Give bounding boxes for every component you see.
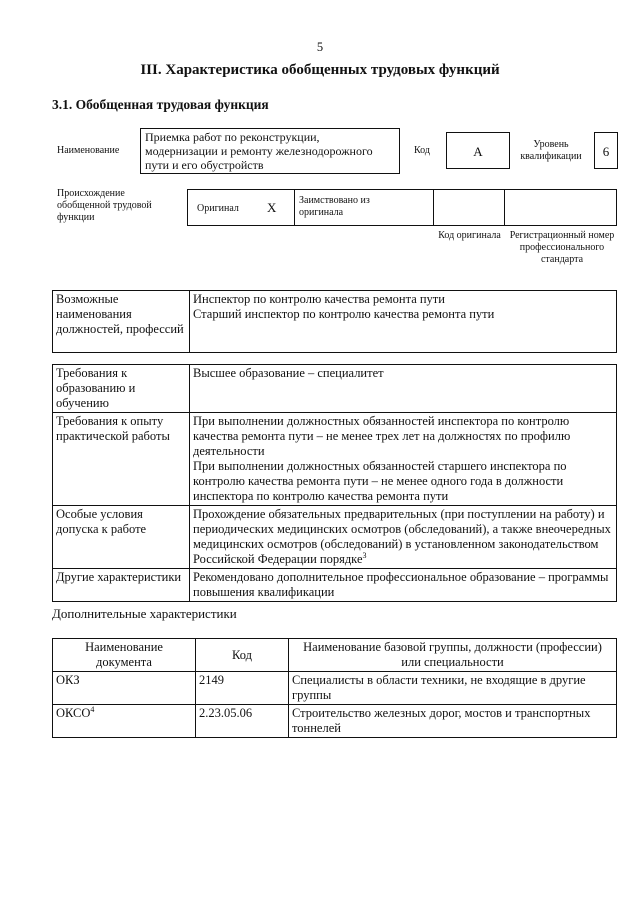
section-title: III. Характеристика обобщенных трудовых функций [140,62,500,78]
req-admission-label: Особые условия допуска к работе [53,506,190,569]
name-value: Приемка работ по реконструкции, модернизации и ремонту железнодорожного пути и его обустройств [140,128,400,174]
position-item: Старший инспектор по контролю качества ремонта пути [193,307,495,321]
requirements-table [52,364,617,602]
table-row [53,672,617,705]
origin-label: Происхождение обобщенной трудовой функции [57,188,152,223]
req-other-label: Другие характеристики [53,569,190,602]
req-education-value: Высшее образование – специалитет [190,365,617,413]
extra-code-cell: 2149 [196,672,289,705]
req-education-label: Требования к образованию и обучению [53,365,190,413]
req-experience-value [190,413,617,506]
positions-label: Возможные наименования должностей, профессий [53,291,190,353]
extra-header-name: Наименование базовой группы, должности (профессии) или специальности [289,639,617,672]
req-admission-text: Прохождение обязательных предварительных (при поступлении на работу) и периодических медицинских осмотров (обследований), а также внеочередных медицинских осмотров (обследований) в установленном законодательством Российской Федерации порядке [193,507,611,566]
req-experience-label: Требования к опыту практической работы [53,413,190,506]
extra-name-cell: Специалисты в области техники, не входящие в другие группы [289,672,617,705]
origin-original-cell [187,189,294,226]
extra-header-code: Код [196,639,289,672]
name-label: Наименование [57,145,120,156]
extra-doc: ОКЗ [56,673,80,687]
extra-code-cell: 2.23.05.06 [196,705,289,738]
original-mark: X [267,200,277,215]
origin-borrowed-cell [294,189,434,226]
table-row [53,705,617,738]
code-caption: Код оригинала [438,230,501,241]
req-experience-text-1: При выполнении должностных обязанностей инспектора по контролю качества ремонта пути – не менее трех лет на должностях по профилю деятельности [193,414,571,458]
extra-doc: ОКСО [56,706,91,720]
code-label: Код [414,145,430,156]
extra-table [52,638,617,738]
page-number: 5 [316,40,324,54]
extra-doc-cell [53,672,196,705]
code-value: А [446,132,510,169]
subsection-title: 3.1. Обобщенная трудовая функция [52,97,269,112]
extra-title: Дополнительные характеристики [52,606,237,621]
positions-value [190,291,617,353]
footnote-mark: 4 [90,704,95,714]
req-admission-value [190,506,617,569]
footnote-mark: 3 [362,550,367,560]
level-value: 6 [594,132,618,169]
borrowed-label: Заимствовано из оригинала [299,195,370,218]
extra-header-doc: Наименование документа [53,639,196,672]
position-item: Инспектор по контролю качества ремонта пути [193,292,445,306]
extra-doc-cell [53,705,196,738]
origin-code-cell [434,189,505,226]
original-label: Оригинал [197,203,239,214]
reg-caption: Регистрационный номер профессионального стандарта [509,230,615,265]
origin-reg-cell [505,189,617,226]
req-experience-text-2: При выполнении должностных обязанностей старшего инспектора по контролю качества ремонта пути – не менее одного года в должности инспектора по контролю качества ремонта пути [193,459,567,503]
req-other-value: Рекомендовано дополнительное профессиональное образование – программы повышения квалификации [190,569,617,602]
extra-name-cell: Строительство железных дорог, мостов и транспортных тоннелей [289,705,617,738]
positions-table [52,290,617,353]
level-label: Уровень квалификации [520,139,582,162]
